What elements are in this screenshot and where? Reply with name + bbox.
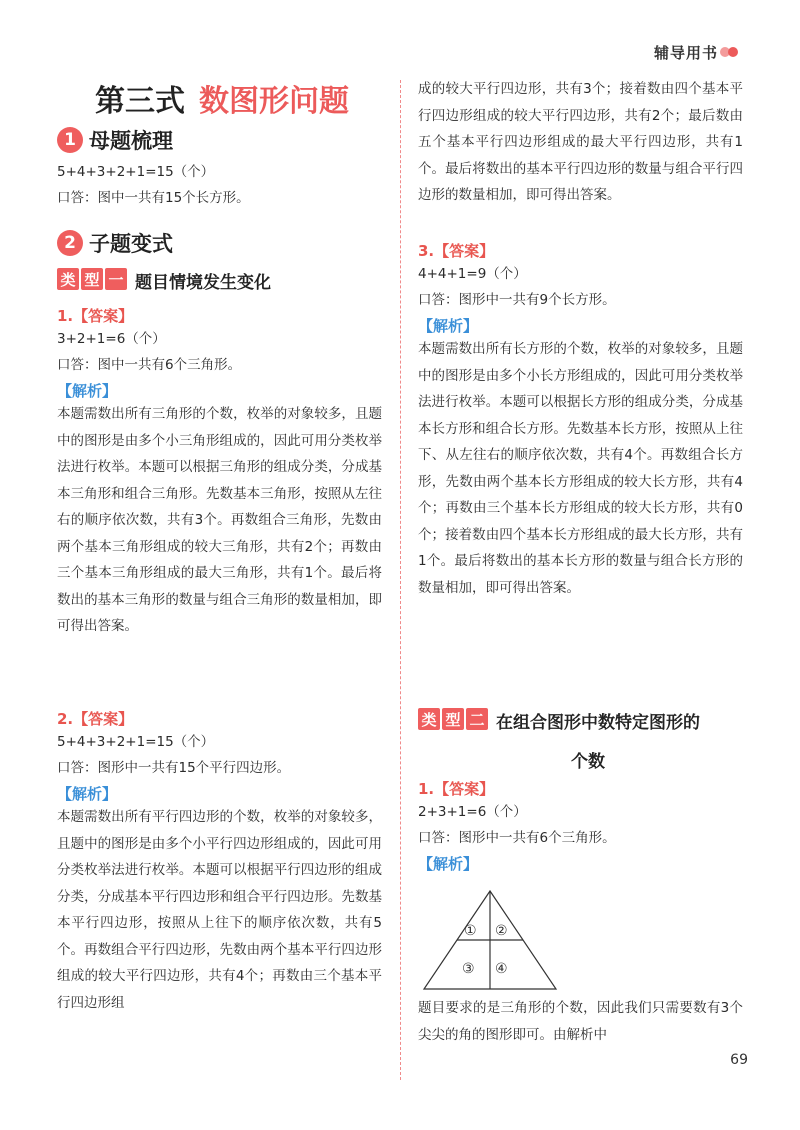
analysis-label: 【解析】 (418, 317, 479, 335)
analysis-paragraph: 本题需数出所有平行四边形的个数，枚举的对象较多，且题中的图形是由多个小平行四边形组成的，因此可用分类枚举法进行枚举。本题可以根据平行四边形的组成分类，分成基本平行四边形和组合平行四边形。先数基本平行四边形，按照从上往下的顺序依次数，共有5个。再数组合平行四边形，先数由两个基本平行四边形组成的较大平行四边形，共有4个；再数由三个基本平行四边形组 (57, 809, 382, 1011)
triangle-figure (418, 885, 578, 995)
section-number-badge: 2 (57, 230, 83, 256)
header-dots-icon (720, 47, 740, 57)
answer-line: 口答：图中一共有15个长方形。 (57, 190, 250, 206)
page-title (95, 76, 349, 120)
section-label: 母题梳理 (89, 129, 173, 153)
answer-line: 口答：图形中一共有6个三角形。 (418, 830, 616, 846)
type-two-heading (418, 708, 700, 772)
type-badge-char: 类 (57, 268, 79, 290)
q3-block (418, 240, 743, 601)
book-label: 辅导用书 (653, 44, 718, 62)
dot-dark (728, 47, 738, 57)
analysis-paragraph: 题目要求的是三角形的个数，因此我们只需要数有3个尖尖的角的图形即可。由解析中 (418, 1000, 743, 1043)
answer-line: 口答：图形中一共有9个长方形。 (418, 292, 616, 308)
title-sub: 数图形问题 (199, 84, 349, 119)
t2q1-block (418, 778, 743, 874)
section-child-heading (57, 228, 173, 258)
type-badge (57, 268, 129, 290)
answer-line: 5+4+3+2+1=15（个） (57, 164, 215, 180)
region-label-2: ② (495, 923, 508, 939)
answer-line: 口答：图形中一共有15个平行四边形。 (57, 760, 291, 776)
answer-label: 3.【答案】 (418, 242, 495, 260)
answer-line: 口答：图中一共有6个三角形。 (57, 357, 242, 373)
analysis-label: 【解析】 (418, 855, 479, 873)
section-label: 子题变式 (89, 232, 173, 256)
q2-block (57, 708, 382, 1016)
answer-label: 2.【答案】 (57, 710, 134, 728)
type-badge-char: 二 (466, 708, 488, 730)
region-label-1: ① (464, 923, 477, 939)
type-one-heading (57, 268, 271, 293)
type-badge-char: 一 (105, 268, 127, 290)
type-label: 个数 (571, 752, 605, 772)
continued-paragraph: 成的较大平行四边形，共有3个；接着数由四个基本平行四边形组成的较大平行四边形，共有2个；最后数由五个基本平行四边形组成的最大平行四边形，共有1个。最后将数出的基本平行四边形的数量与组合平行四边形的数量相加，即可得出答案。 (418, 81, 743, 203)
type-label: 题目情境发生变化 (135, 273, 271, 293)
type-label: 在组合图形中数特定图形的 (496, 713, 700, 733)
analysis-label: 【解析】 (57, 785, 118, 803)
type-badge (418, 708, 490, 730)
column-divider (400, 80, 401, 1080)
mother-answer (57, 159, 382, 211)
answer-line: 4+4+1=9（个） (418, 266, 527, 282)
region-label-3: ③ (462, 961, 475, 977)
analysis-paragraph: 本题需数出所有三角形的个数，枚举的对象较多，且题中的图形是由多个小三角形组成的，因此可用分类枚举法进行枚举。本题可以根据三角形的组成分类，分成基本三角形和组合三角形。先数基本三角形，按照从左往右的顺序依次数，共有3个。再数组合三角形，先数由两个基本三角形组成的较大三角形，共有2个；再数由三个基本三角形组成的最大三角形，共有1个。最后将数出的基本三角形的数量与组合三角形的数量相加，即可得出答案。 (57, 406, 382, 634)
answer-line: 2+3+1=6（个） (418, 804, 527, 820)
title-main: 第三式 (95, 84, 185, 119)
section-number-badge: 1 (57, 127, 83, 153)
type-badge-char: 类 (418, 708, 440, 730)
answer-label: 1.【答案】 (57, 307, 134, 325)
type-badge-char: 型 (81, 268, 103, 290)
analysis-paragraph: 本题需数出所有长方形的个数，枚举的对象较多，且题中的图形是由多个小长方形组成的，因此可用分类枚举法进行枚举。本题可以根据长方形的组成分类，分成基本长方形和组合长方形。先数基本长方形，按照从上往下、从左往右的顺序依次数，共有4个。再数组合长方形，先数由两个基本长方形组成的较大长方形，共有4个；再数由三个基本长方形组成的较大长方形，共有0个；接着数由四个基本长方形组成的最大长方形，共有1个。最后将数出的基本长方形的数量与组合长方形的数量相加，即可得出答案。 (418, 341, 743, 596)
section-mother-heading (57, 125, 173, 155)
answer-line: 3+2+1=6（个） (57, 331, 166, 347)
answer-label: 1.【答案】 (418, 780, 495, 798)
analysis-label: 【解析】 (57, 382, 118, 400)
type-badge-char: 型 (442, 708, 464, 730)
region-label-4: ④ (495, 961, 508, 977)
page-number: 69 (730, 1052, 748, 1068)
q1-block (57, 305, 382, 640)
answer-line: 5+4+3+2+1=15（个） (57, 734, 215, 750)
